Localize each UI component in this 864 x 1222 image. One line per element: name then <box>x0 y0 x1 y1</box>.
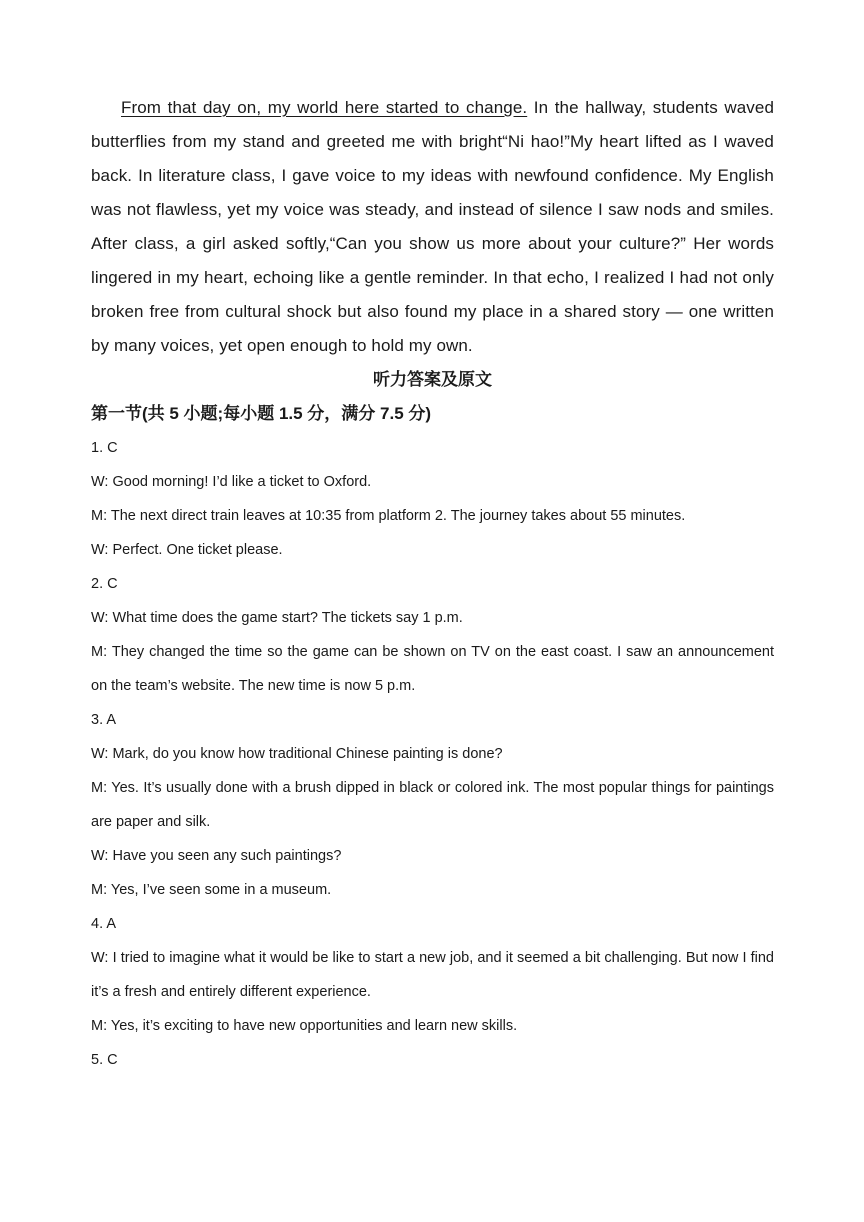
transcript-line: M: Yes, I’ve seen some in a museum. <box>91 882 332 898</box>
transcript-line: W: Have you seen any such paintings? <box>91 848 342 864</box>
answer-3: 3. A <box>91 712 116 728</box>
underlined-sentence: From that day on, my world here started to change. <box>121 98 528 117</box>
transcript-line: M: The next direct train leaves at 10:35 from platform 2. The journey takes about 55 minutes. <box>91 508 686 524</box>
transcript-line: M: They changed the time so the game can be shown on TV on the east coast. I saw an announcement on the team’s website. The new time is now 5 p.m. <box>91 644 774 694</box>
section-heading: 第一节(共 5 小题;每小题 1.5 分，满分 7.5 分) <box>91 404 432 423</box>
transcript-line: M: Yes, it’s exciting to have new opportunities and learn new skills. <box>91 1018 518 1034</box>
listening-title: 听力答案及原文 <box>373 370 492 389</box>
essay-text: In the hallway, students waved butterflies from my stand and greeted me with bright“Ni hao!”My heart lifted as I waved back. In literature class, I gave voice to my ideas with newfound confidence. My English was not flawless, yet my voice was steady, and instead of silence I saw nods and smiles. After class, a girl asked softly,“Can you show us more about your culture?” Her words lingered in my heart, echoing like a gentle reminder. In that echo, I realized I had not only broken free from cultural shock but also found my place in a shared story — one written by many voices, yet open enough to hold my own. <box>91 98 774 355</box>
document-page <box>91 91 774 1077</box>
answer-2: 2. C <box>91 576 118 592</box>
answer-4: 4. A <box>91 916 116 932</box>
essay-paragraph <box>91 91 774 363</box>
answer-1: 1. C <box>91 440 118 456</box>
transcript-line: W: Good morning! I’d like a ticket to Oxford. <box>91 474 372 490</box>
answer-5: 5. C <box>91 1052 118 1068</box>
transcript-line: W: What time does the game start? The tickets say 1 p.m. <box>91 610 463 626</box>
transcript-line: W: Perfect. One ticket please. <box>91 542 283 558</box>
transcript-line: W: I tried to imagine what it would be like to start a new job, and it seemed a bit challenging. But now I find it’s a fresh and entirely different experience. <box>91 950 774 1000</box>
transcript-line: W: Mark, do you know how traditional Chinese painting is done? <box>91 746 503 762</box>
transcript-line: M: Yes. It’s usually done with a brush dipped in black or colored ink. The most popular things for paintings are paper and silk. <box>91 780 774 830</box>
